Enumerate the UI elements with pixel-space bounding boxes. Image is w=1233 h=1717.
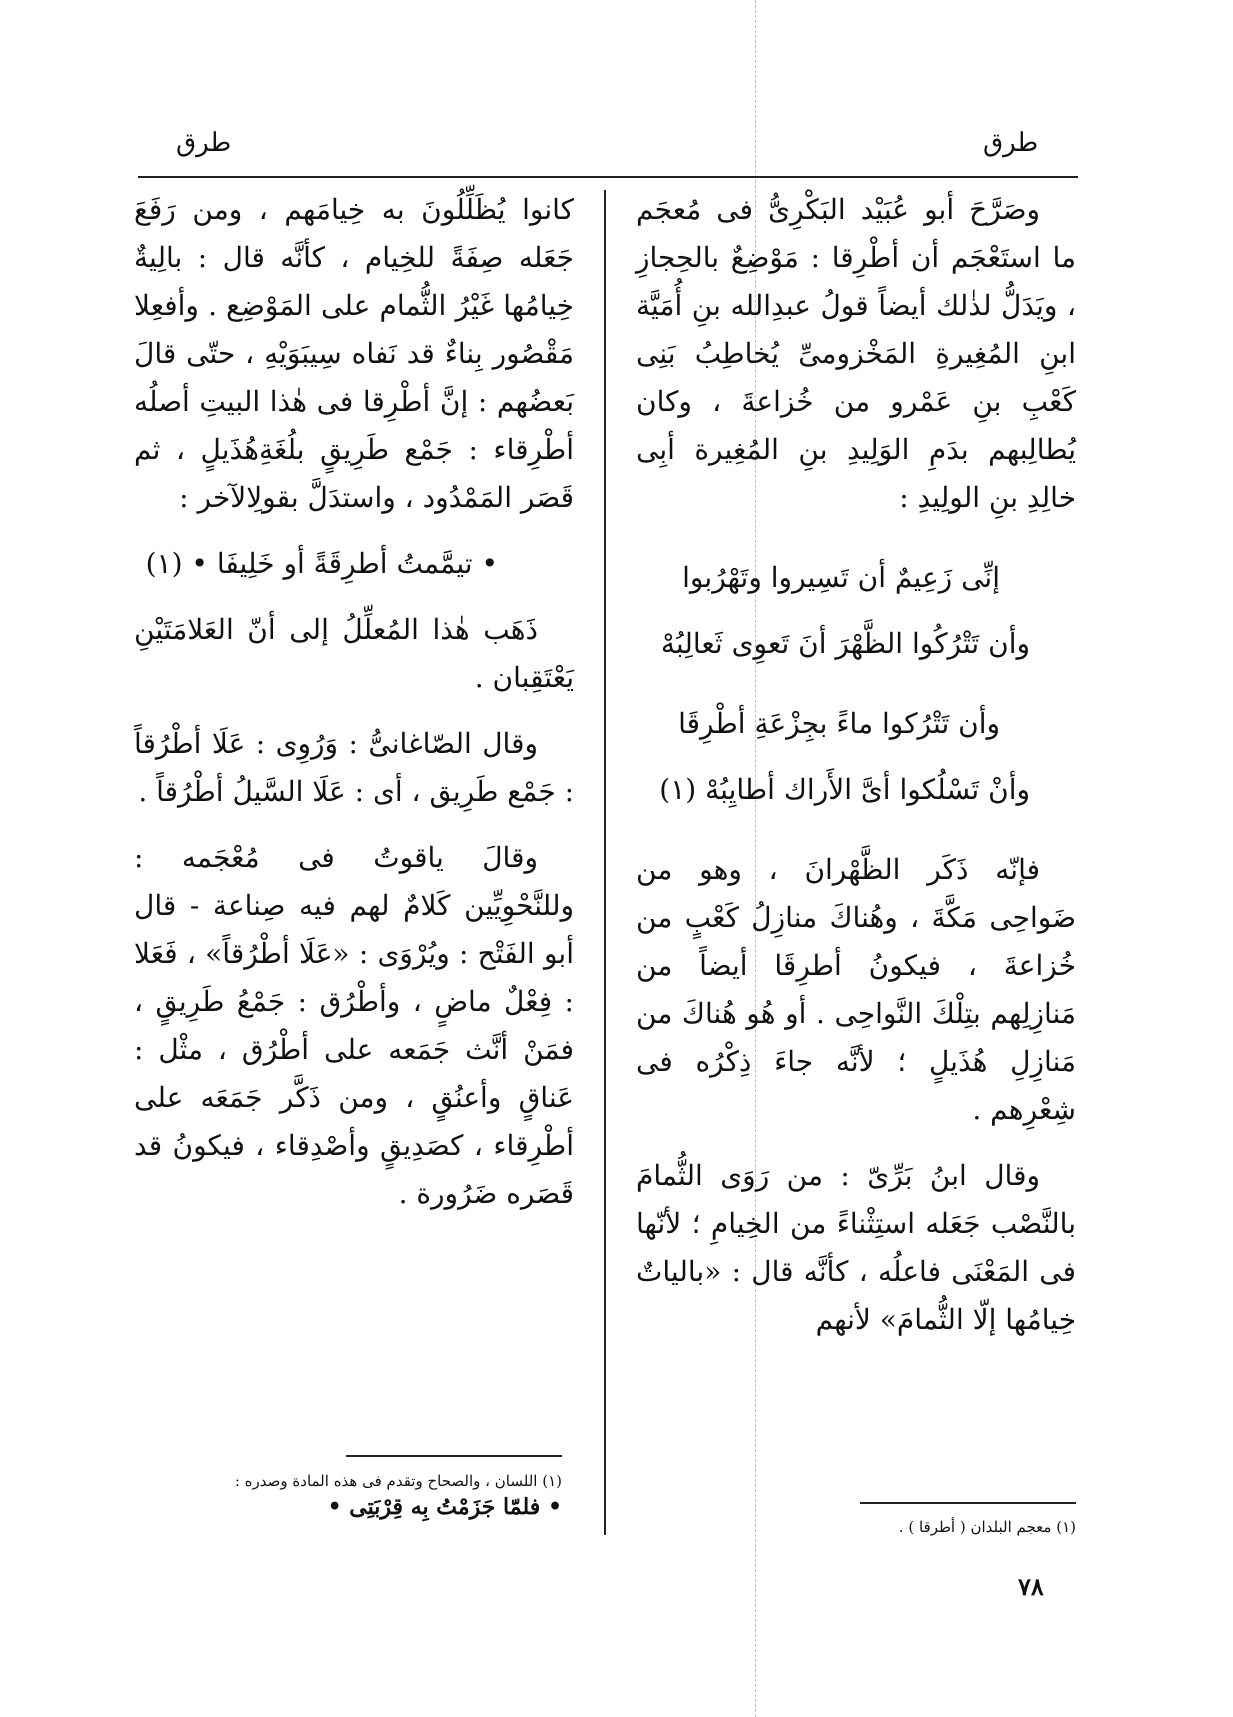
- header-rule: [138, 176, 1078, 178]
- footnote-text: (١) اللسان ، والصحاح وتقدم فى هذه المادة وصدره :: [234, 1472, 562, 1490]
- paragraph: وصَرَّحَ أبو عُبَيْد البَكْرِىُّ فى مُعجَم ما استَعْجَم أن أطْرِقا : مَوْضِعٌ بالحِجازِ ، ويَدَلُّ لذٰلك أيضاً قولُ عبدِالله بنِ أُمَيَّة ابنِ المُغِيرةِ المَخْزومىِّ يُخاطِبُ بَنِى كَعْبِ بنِ عَمْرو من خُزاعةَ ، وكان يُطالِبهم بدَمِ الوَلِيدِ بنِ المُغِيرة أبِى خالِدِ بنِ الولِيدِ :: [636, 193, 1076, 514]
- page-number: ٧٨: [1018, 1572, 1044, 1601]
- footnote-rule-right: [860, 1502, 1076, 1504]
- footnote-rule-left: [346, 1455, 562, 1457]
- paragraph: وقالَ ياقوتُ فى مُعْجَمه : وللنَّحْوِيِّين كَلامٌ لهم فيه صِناعة - قال أبو الفَتْح : ويُرْوَى : «عَلَا أطْرُقاً» ، فَعَلا : فِعْلٌ ماضٍ ، وأطْرُق : جَمْعُ طَرِيقٍ ، فمَنْ أنَّث جَمَعه على أطْرُق ، مثْل : عَناقٍ وأعنُقٍ ، ومن ذَكَّر جَمَعَه على أطْرِقاء ، كصَدِيقٍ وأصْدِقاء ، فيكونُ قد قَصَره ضَرُورة .: [134, 841, 574, 1210]
- paragraph: فإنّه ذَكَر الظَّهْرانَ ، وهو من ضَواحِى مَكَّةَ ، وهُناكَ منازِلُ كَعْبٍ من خُزاعةَ ، فيكونُ أطرِقَا أيضاً من مَنازِلِهم بتِلْكَ النَّواحِى . أو هُو هُناكَ من مَنازِلِ هُذَيلٍ ؛ لأنَّه جاءَ ذِكْرُه فى شِعْرِهم .: [636, 853, 1076, 1126]
- left-column: [134, 186, 574, 1236]
- column-divider: [604, 190, 606, 1535]
- right-column: [636, 186, 1076, 1362]
- footnote-right: [760, 1514, 1076, 1540]
- verse-line: إنِّى زَعِيمٌ أن تَسِيروا وتَهْرُبوا: [682, 561, 1000, 594]
- verse-line: وأن تَتْرُكوا ماءً بجِزْعَةِ أطْرِقَا: [678, 707, 1000, 740]
- paragraph: كانوا يُظَلِّلُونَ به خِيامَهم ، ومن رَفَعَ جَعَله صِفَةً للخِيام ، كأنَّه قال : بالِيةٌ خِيامُها غَيْرُ الثُّمام على المَوْضِع . وأفعِلا مَقْصُور بِناءٌ قد نَفاه سِيبَوَيْهِ ، حتّى قالَ بَعضُهم : إنَّ أطْرِقا فى هٰذا البيتِ أصلُه أطْرِقاء : جَمْع طَرِيقٍ بلُغَةِهُذَيلٍ ، ثم قَصَر المَمْدُود ، واستدَلَّ بقولِالآخر :: [134, 193, 574, 514]
- footnote-text: (١) معجم البلدان ( أطرقا ) .: [898, 1518, 1076, 1536]
- verse-line: وأن تَتْرُكُوا الظَّهْرَ أنَ تَعوِى ثَعالِبُهْ: [660, 627, 1030, 660]
- footnote-left: [134, 1468, 562, 1520]
- paragraph: وقال ابنُ بَرِّىّ : من رَوَى الثُّمامَ بالنَّصْب جَعَله استِثْناءً من الخِيامِ ؛ لأنّها فى المَعْنَى فاعلُه ، كأنَّه قال : «بالياتٌ خِيامُها إلّا الثُّمامَ» لأنهم: [636, 1159, 1076, 1336]
- verse-line: وأنْ تَسْلُكوا أىَّ الأَراك أطايِبُهْ (١): [659, 773, 1030, 806]
- running-header-left: طرق: [176, 128, 232, 158]
- paragraph: ذَهَب هٰذا المُعلِّلُ إلى أنّ العَلامَتَيْنِ يَعْتَقِبان .: [134, 613, 574, 694]
- verse-line: • تيمَّمتُ أطرِقَةً أو خَلِيفَا • (١): [145, 547, 498, 580]
- running-header-right: طرق: [983, 128, 1039, 158]
- footnote-verse: • فلمّا جَزَمْتُ بِه قِرْبَتِى •: [327, 1494, 562, 1520]
- paragraph: وقال الصّاغانىُّ : وَرُوِى : عَلَا أطْرُقاً : جَمْع طَرِيق ، أى : عَلَا السَّيلُ أطْرُقاً .: [134, 727, 574, 808]
